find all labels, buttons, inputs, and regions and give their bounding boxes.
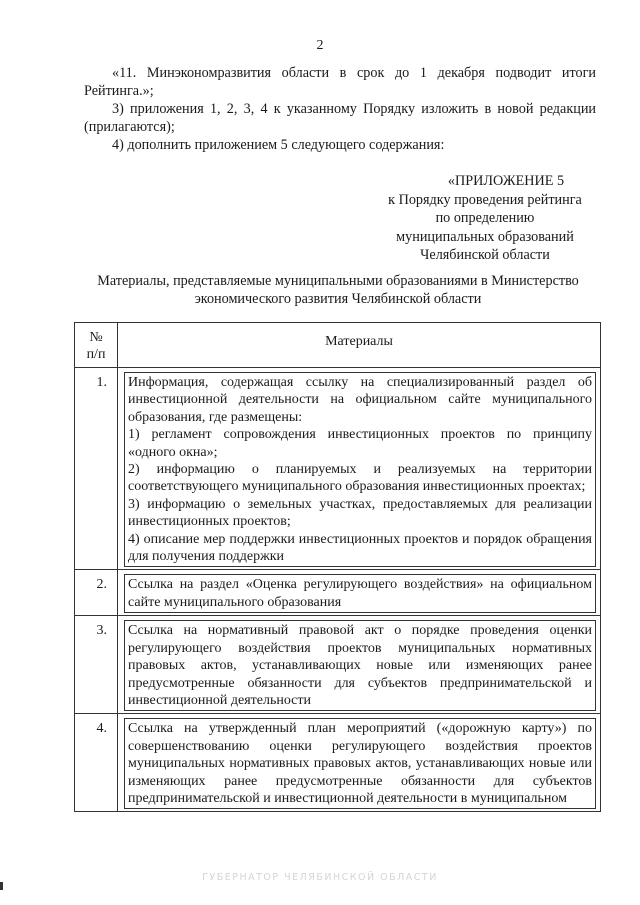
row-content [118, 570, 601, 616]
intro-paragraph-1: «11. Минэкономразвития области в срок до 1 декабря подводит итоги Рейтинга.»; [84, 65, 596, 99]
scan-edge-mark [0, 882, 3, 890]
appendix-line-2: по определению [435, 210, 535, 226]
document-heading [70, 272, 606, 308]
row-number: 4. [75, 714, 118, 812]
intro-paragraph-2: 3) приложения 1, 2, 3, 4 к указанному Порядку изложить в новой редакции (прилагаются); [84, 101, 596, 135]
appendix-line-3: муниципальных образований [396, 228, 574, 245]
row-content-box [124, 718, 596, 809]
table-row [75, 616, 601, 714]
intro-text [84, 64, 596, 154]
header-num-symbol: № [89, 330, 103, 345]
table-row [75, 368, 601, 570]
row-content [118, 368, 601, 570]
appendix-line-4: Челябинской области [420, 247, 550, 263]
table-row [75, 714, 601, 812]
row-content [118, 714, 601, 812]
row-paragraph: Информация, содержащая ссылку на специализированный раздел об инвестиционной деятельности на официальном сайте муниципального образования, где размещены: [128, 375, 592, 425]
row-paragraph: Ссылка на нормативный правовой акт о порядке проведения оценки регулирующего воздействия проектов муниципальных нормативных правовых актов, устанавливающих новые или изменяющих ранее предусмотренные обязанности для субъектов предпринимательской и инвестиционной деятельности [128, 623, 592, 708]
row-paragraph: 4) описание мер поддержки инвестиционных проектов и порядок обращения для получения поддержки [128, 531, 592, 565]
header-materials: Материалы [118, 323, 601, 368]
table-row [75, 570, 601, 616]
heading-line-1: Материалы, представляемые муниципальными образованиями в Министерство [97, 273, 579, 289]
row-content-box [124, 574, 596, 613]
page-number: 2 [316, 38, 324, 53]
table-header-row [75, 323, 601, 368]
row-paragraph: Ссылка на раздел «Оценка регулирующего воздействия» на официальном сайте муниципального образования [128, 577, 592, 610]
appendix-title: «ПРИЛОЖЕНИЕ 5 [447, 173, 565, 189]
row-paragraph: 2) информацию о планируемых и реализуемых на территории соответствующего муниципального образования инвестиционных проектах; [128, 462, 592, 495]
appendix-line-1: к Порядку проведения рейтинга [388, 191, 582, 208]
row-paragraph: 3) информацию о земельных участках, предоставляемых для реализации инвестиционных проектов; [128, 496, 592, 530]
row-paragraph: Ссылка на утвержденный план мероприятий («дорожную карту») по совершенствованию оценки регулирующего воздействия проектов муниципальных нормативных правовых актов, устанавливающих новые или изменяющих ранее предусмотренные обязанности для субъектов предпринимательской и инвестиционной деятельности в муниципальном [128, 721, 592, 806]
intro-paragraph-3: 4) дополнить приложением 5 следующего содержания: [112, 137, 445, 153]
row-content [118, 616, 601, 714]
row-number: 2. [75, 570, 118, 616]
header-num-abbr: п/п [86, 347, 106, 362]
row-paragraph: 1) регламент сопровождения инвестиционных проектов по принципу «одного окна»; [128, 427, 592, 460]
row-number: 1. [75, 368, 118, 570]
materials-table [74, 322, 601, 812]
row-number: 3. [75, 616, 118, 714]
governor-stamp: ГУБЕРНАТОР ЧЕЛЯБИНСКОЙ ОБЛАСТИ [202, 872, 438, 883]
appendix-header [360, 172, 610, 265]
heading-line-2: экономического развития Челябинской области [194, 291, 482, 307]
header-num [75, 323, 118, 368]
row-content-box [124, 372, 596, 567]
row-content-box [124, 620, 596, 711]
